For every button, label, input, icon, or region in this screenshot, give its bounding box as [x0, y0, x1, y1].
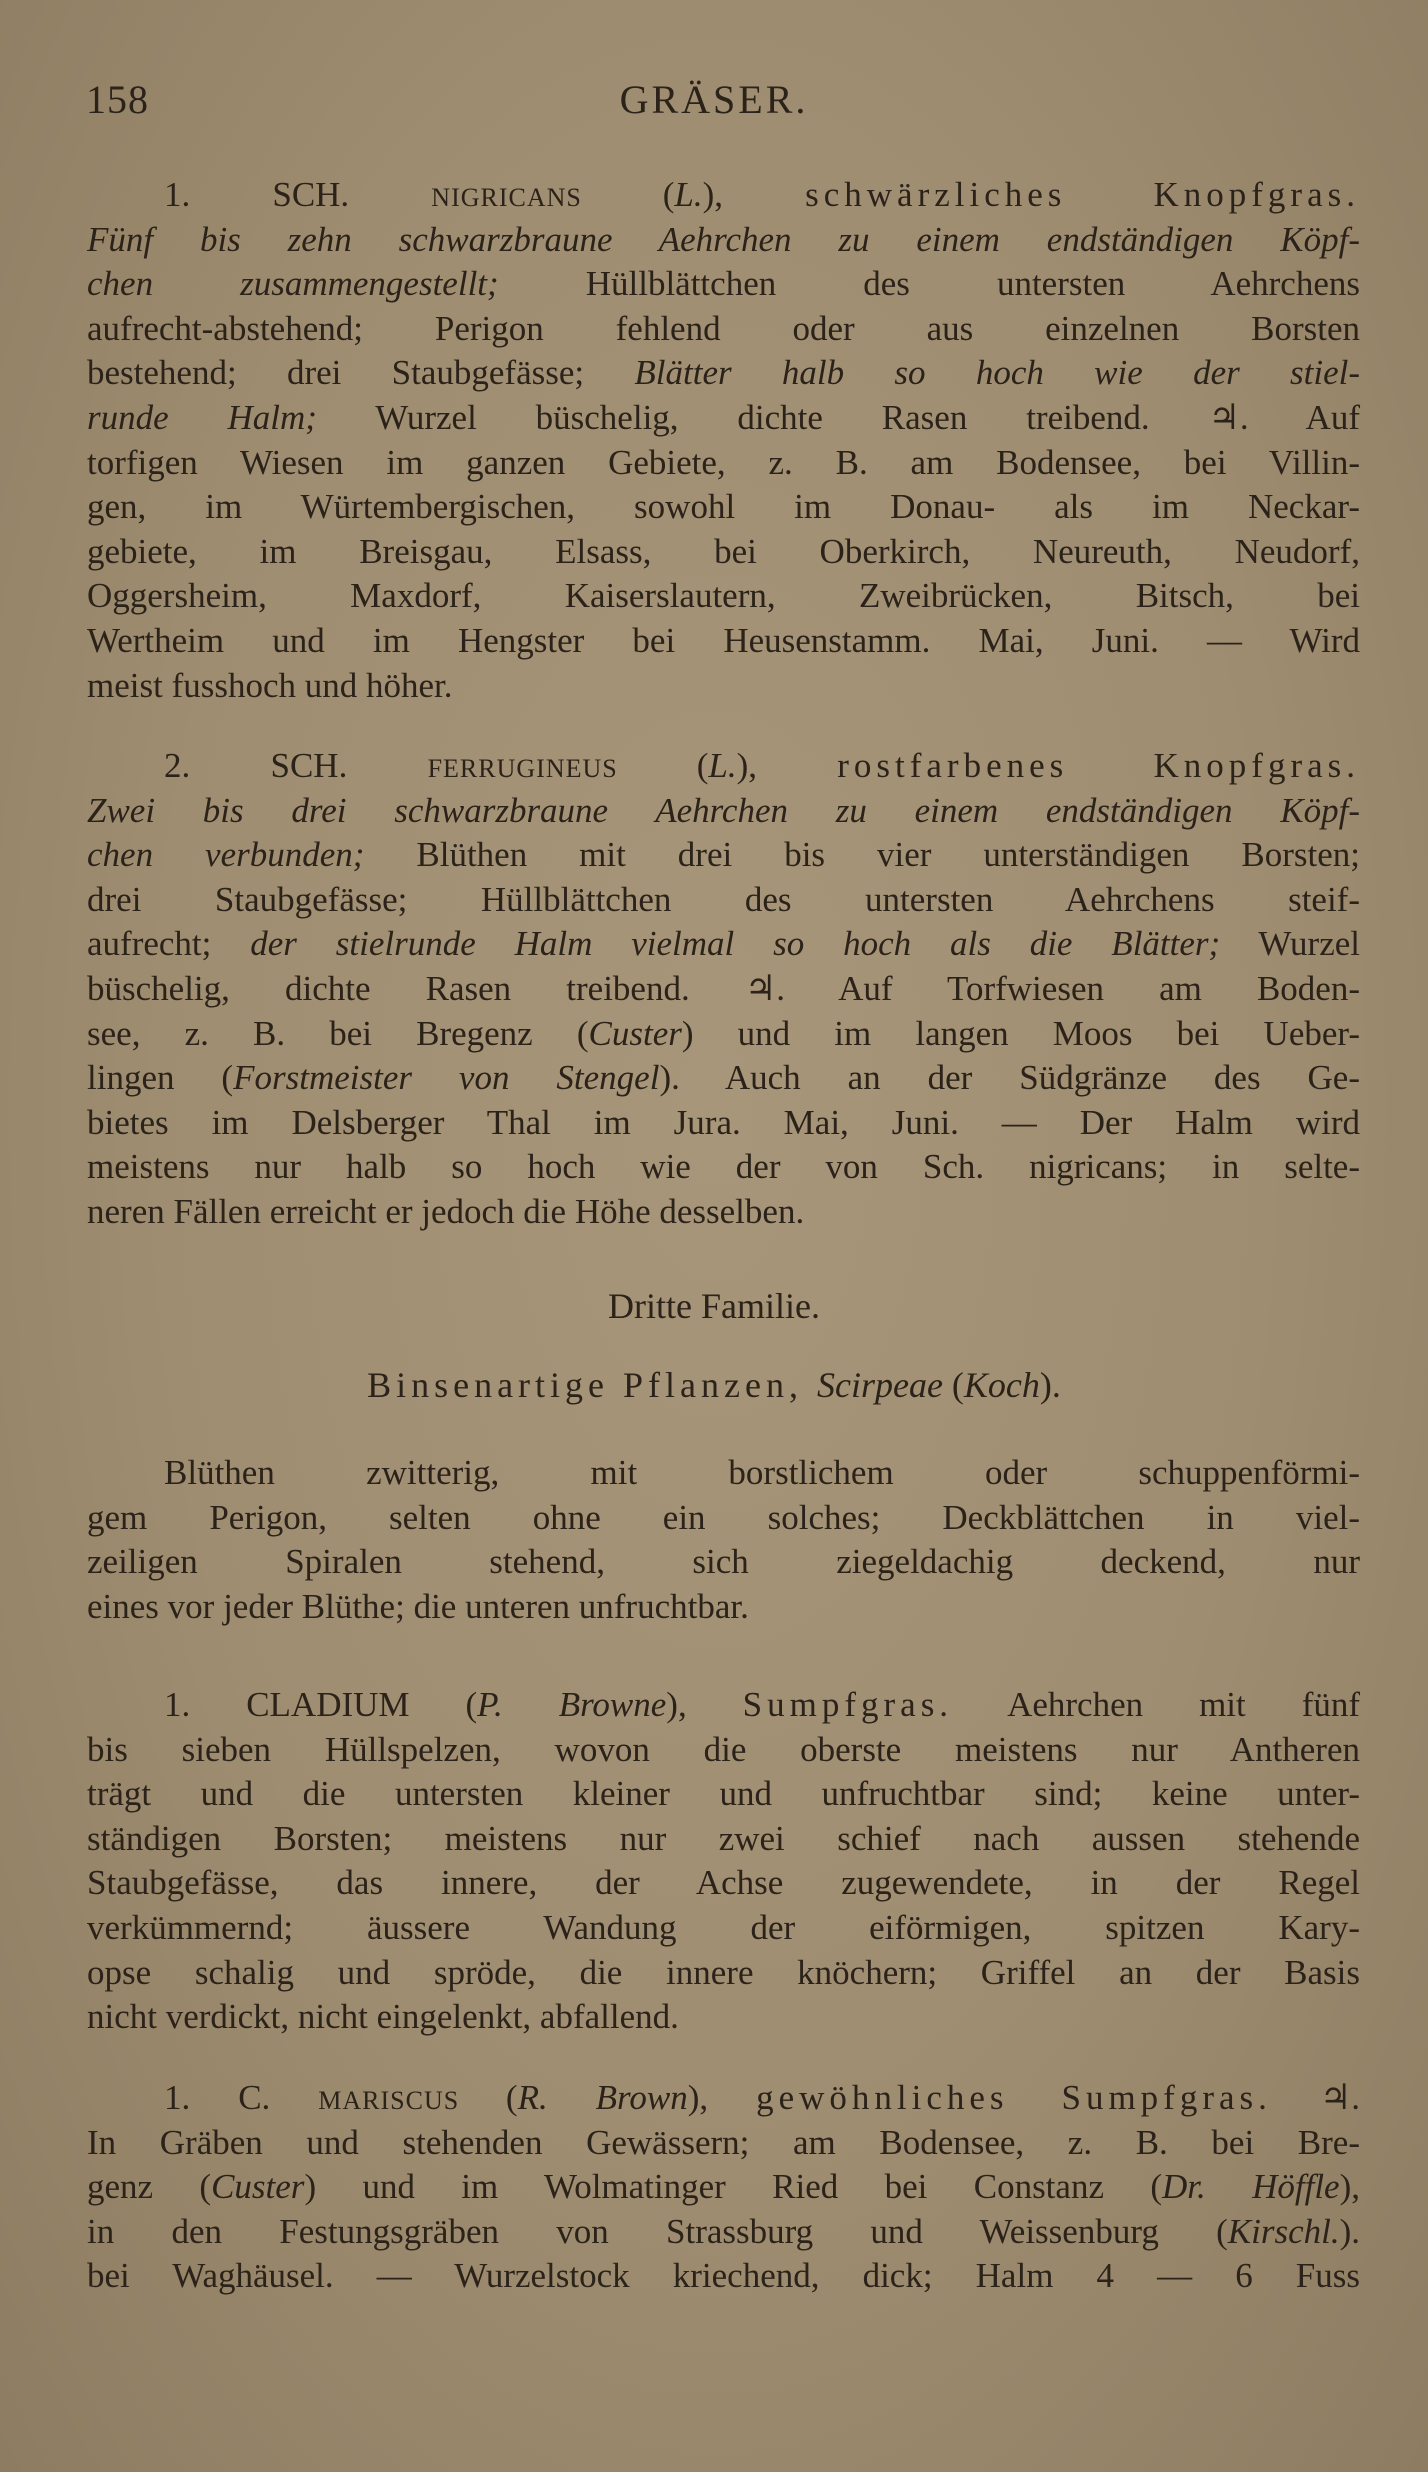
text-line	[87, 441, 1360, 486]
text-segment: In Gräben und stehenden Gewässern; am Bodensee, z. B. bei Bre-	[87, 2122, 1360, 2162]
text-segment: bis sieben Hüllspelzen, wovon die oberste meistens nur Antheren	[87, 1729, 1360, 1769]
text-line	[87, 1995, 1360, 2040]
text-segment: gebiete, im Breisgau, Elsass, bei Oberkirch, Neureuth, Neudorf,	[87, 531, 1360, 571]
text-segment: drei Staubgefässe; Hüllblättchen des untersten Aehrchens steif-	[87, 879, 1360, 919]
italic-text: L.	[708, 746, 737, 785]
text-line	[87, 2076, 1360, 2121]
text-segment: (	[505, 2078, 518, 2117]
text-line	[87, 1585, 1360, 1630]
text-segment: gen, im Würtembergischen, sowohl im Donau- als im Neckar-	[87, 487, 1360, 527]
text-segment: meist fusshoch und höher.	[87, 665, 453, 705]
text-segment: ) und im Wolmatinger Ried bei Constanz (	[304, 2167, 1162, 2207]
italic-text: Fünf bis zehn schwarzbraune Aehrchen zu einem endständigen Köpf-	[87, 219, 1360, 259]
text-line	[87, 1190, 1360, 1235]
italic-text: R. Brown	[517, 2078, 688, 2117]
text-segment: opse schalig und spröde, die innere knöchern; Griffel an der Basis	[87, 1952, 1360, 1992]
text-segment: torfigen Wiesen im ganzen Gebiete, z. B. am Bodensee, bei Villin-	[87, 442, 1360, 482]
small-caps-text: NIGRICANS	[431, 183, 663, 212]
italic-text: Custer	[588, 1013, 682, 1053]
text-line	[87, 1012, 1360, 1057]
text-segment: trägt und die untersten kleiner und unfruchtbar sind; keine unter-	[87, 1774, 1360, 1814]
text-line	[87, 485, 1360, 530]
spaced-text: Binsenartige Pflanzen,	[367, 1365, 817, 1405]
text-segment: Wurzel büschelig, dichte Rasen treibend. ♃. Auf	[316, 397, 1360, 437]
text-segment: 1. CLADIUM (	[164, 1685, 478, 1724]
italic-text: runde Halm;	[87, 397, 317, 437]
text-segment: Aehrchen mit fünf	[953, 1685, 1361, 1724]
text-line	[87, 1683, 1360, 1728]
italic-text: chen verbunden;	[87, 835, 365, 875]
text-segment: (	[942, 1365, 964, 1405]
text-segment: ),	[1339, 2167, 1360, 2207]
text-line	[87, 1451, 1360, 1496]
spaced-text: schwärzliches Knopfgras.	[805, 175, 1360, 214]
text-segment: bietes im Delsberger Thal im Jura. Mai, Juni. — Der Halm wird	[87, 1102, 1360, 1142]
text-line	[87, 1861, 1360, 1906]
spaced-text: rostfarbenes Knopfgras.	[837, 746, 1361, 785]
italic-text: chen zusammengestellt;	[87, 264, 499, 304]
text-segment: gem Perigon, selten ohne ein solches; Deckblättchen in viel-	[87, 1497, 1360, 1537]
text-line	[87, 1951, 1360, 1996]
paragraph-cladium	[87, 1683, 1360, 2040]
text-segment: ständigen Borsten; meistens nur zwei schief nach aussen stehende	[87, 1818, 1360, 1858]
text-segment: 1. C.	[164, 2078, 319, 2117]
text-segment: ).	[1339, 2211, 1360, 2251]
paragraph-family-description	[87, 1451, 1360, 1629]
text-line	[87, 2254, 1360, 2299]
text-line	[87, 2121, 1360, 2166]
spaced-text: Sumpfgras.	[742, 1685, 954, 1724]
text-line	[87, 1056, 1360, 1101]
text-line	[87, 173, 1360, 218]
text-segment: verkümmernd; äussere Wandung der eiförmigen, spitzen Kary-	[87, 1907, 1360, 1947]
text-line	[87, 307, 1360, 352]
page-number: 158	[86, 77, 149, 122]
running-title: GRÄSER.	[619, 77, 809, 122]
text-segment: nicht verdickt, nicht eingelenkt, abfallend.	[87, 1997, 679, 2037]
text-segment: bei Waghäusel. — Wurzelstock kriechend, dick; Halm 4 — 6 Fuss	[87, 2256, 1360, 2296]
text-segment: Hüllblättchen des untersten Aehrchens	[498, 264, 1360, 304]
text-segment: ),	[666, 1685, 743, 1724]
text-line	[87, 878, 1360, 923]
text-segment: neren Fällen erreicht er jedoch die Höhe desselben.	[87, 1191, 805, 1231]
text-line	[87, 833, 1360, 878]
spaced-text: gewöhnliches Sumpfgras.	[756, 2078, 1272, 2117]
text-line	[87, 967, 1360, 1012]
text-line	[87, 1772, 1360, 1817]
text-segment: eines vor jeder Blüthe; die unteren unfruchtbar.	[87, 1586, 749, 1626]
small-caps-text: FERRUGINEUS	[427, 754, 697, 783]
text-line	[87, 2165, 1360, 2210]
text-line	[87, 789, 1360, 834]
text-segment: (	[662, 175, 675, 214]
text-segment: in den Festungsgräben von Strassburg und Weissenburg (	[87, 2211, 1228, 2251]
text-segment: Oggersheim, Maxdorf, Kaiserslautern, Zweibrücken, Bitsch, bei	[87, 576, 1360, 616]
text-segment: ),	[736, 746, 838, 785]
text-line	[87, 664, 1360, 709]
italic-text: Custer	[211, 2167, 305, 2207]
italic-text: Kirschl.	[1227, 2211, 1340, 2251]
text-segment: bestehend; drei Staubgefässe;	[87, 353, 635, 393]
text-line	[87, 2210, 1360, 2255]
text-segment: Blüthen zwitterig, mit borstlichem oder schuppenförmi-	[164, 1453, 1360, 1492]
text-line	[87, 262, 1360, 307]
italic-text: L.	[674, 175, 703, 214]
paragraph-schoenus-ferrugineus	[87, 744, 1360, 1235]
text-line	[87, 744, 1360, 789]
text-segment: Staubgefässe, das innere, der Achse zugewendete, in der Regel	[87, 1863, 1360, 1903]
italic-text: Scirpeae	[816, 1365, 943, 1405]
text-line	[87, 922, 1360, 967]
text-line	[87, 1496, 1360, 1541]
text-segment: genz (	[87, 2167, 212, 2207]
italic-text: Blätter halb so hoch wie der stiel-	[634, 353, 1360, 393]
text-segment: Wurzel	[1220, 924, 1360, 964]
text-segment: ) und im langen Moos bei Ueber-	[681, 1013, 1360, 1053]
text-segment: zeiligen Spiralen stehend, sich ziegeldachig deckend, nur	[87, 1542, 1360, 1582]
text-segment: ),	[702, 175, 806, 214]
text-line	[87, 1728, 1360, 1773]
text-line	[87, 351, 1360, 396]
text-segment: ).	[1039, 1365, 1061, 1405]
paragraph-cladium-mariscus	[87, 2076, 1360, 2299]
italic-text: Koch	[963, 1365, 1040, 1405]
family-name	[0, 1364, 1428, 1406]
text-segment: meistens nur halb so hoch wie der von Sch. nigricans; in selte-	[87, 1147, 1360, 1187]
small-caps-text: MARISCUS	[318, 2086, 506, 2115]
text-segment: aufrecht;	[87, 924, 251, 964]
text-line	[87, 396, 1360, 441]
text-line	[87, 619, 1360, 664]
italic-text: der stielrunde Halm vielmal so hoch als die Blätter;	[250, 924, 1221, 964]
text-segment: ♃.	[1271, 2078, 1360, 2117]
text-segment: 2. SCH.	[164, 746, 428, 785]
text-segment: ). Auch an der Südgränze des Ge-	[659, 1058, 1361, 1098]
italic-text: Dr. Höffle	[1161, 2167, 1340, 2207]
text-line	[87, 1101, 1360, 1146]
text-line	[87, 1145, 1360, 1190]
text-segment: aufrecht-abstehend; Perigon fehlend oder aus einzelnen Borsten	[87, 308, 1360, 348]
text-line	[87, 574, 1360, 619]
text-segment: Wertheim und im Hengster bei Heusenstamm. Mai, Juni. — Wird	[87, 620, 1360, 660]
text-line	[87, 1817, 1360, 1862]
text-line	[87, 218, 1360, 263]
italic-text: Zwei bis drei schwarzbraune Aehrchen zu einem endständigen Köpf-	[87, 790, 1360, 830]
text-line	[87, 1906, 1360, 1951]
text-segment: ),	[687, 2078, 757, 2117]
text-segment: büschelig, dichte Rasen treibend. ♃. Auf Torfwiesen am Boden-	[87, 968, 1360, 1008]
family-heading: Dritte Familie.	[608, 1286, 820, 1326]
italic-text: P. Browne	[477, 1685, 667, 1724]
text-segment: 1. SCH.	[164, 175, 432, 214]
text-segment: see, z. B. bei Bregenz (	[87, 1013, 589, 1053]
text-line	[87, 1540, 1360, 1585]
text-line	[87, 530, 1360, 575]
text-segment: Blüthen mit drei bis vier unterständigen Borsten;	[364, 835, 1360, 875]
italic-text: Forstmeister von Stengel	[233, 1058, 660, 1098]
paragraph-schoenus-nigricans	[87, 173, 1360, 708]
text-segment: lingen (	[87, 1058, 234, 1098]
text-segment: (	[696, 746, 709, 785]
